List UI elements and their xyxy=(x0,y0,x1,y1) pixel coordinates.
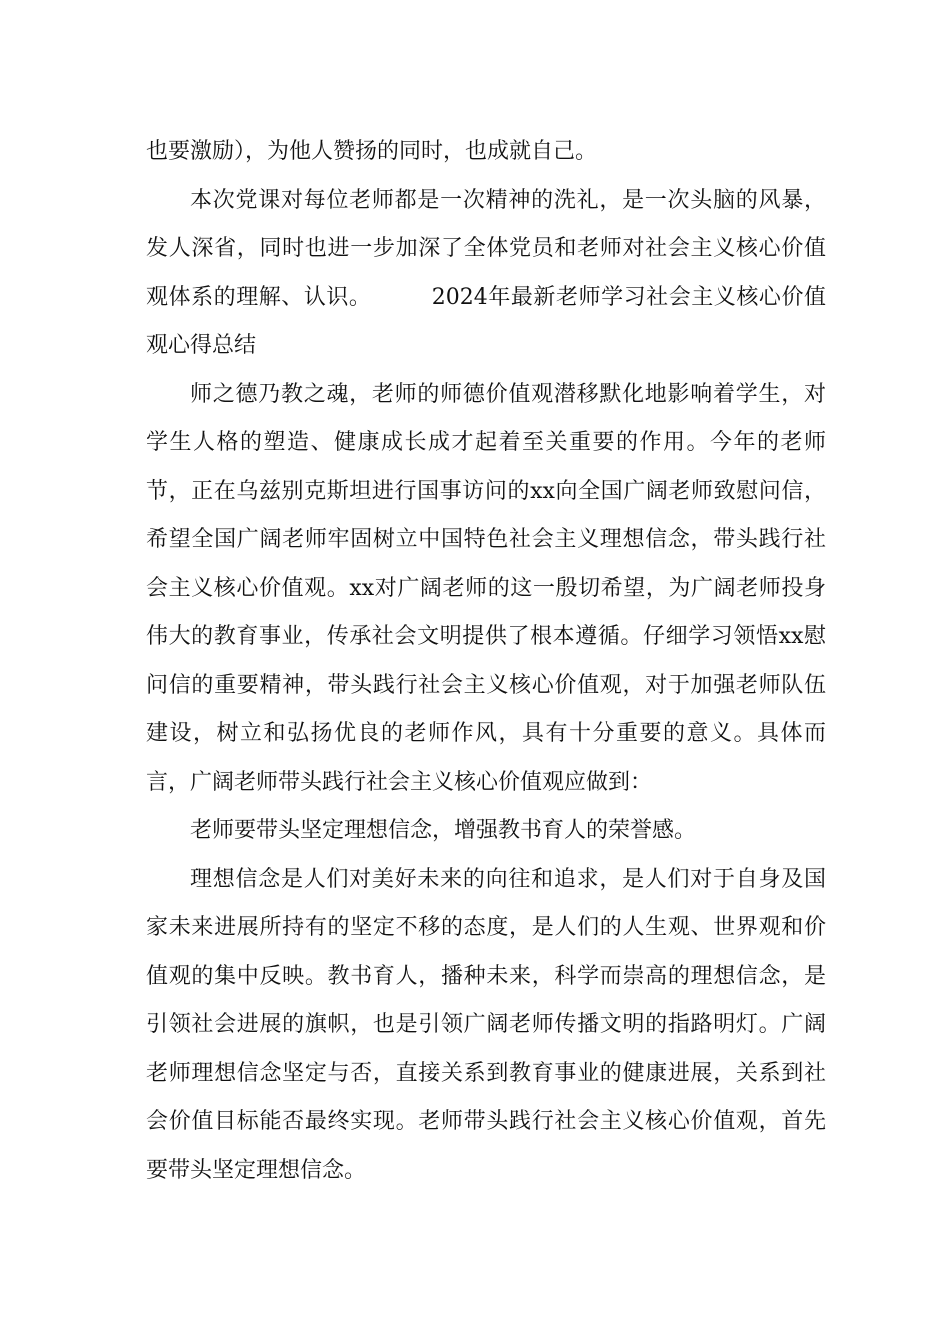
paragraph-3: 师之德乃教之魂，老师的师德价值观潜移默化地影响着学生，对学生人格的塑造、健康成长成才起着至关重要的作用。今年的老师节，正在乌兹别克斯坦进行国事访问的xx向全国广阔老师致慰问信，希望全国广阔老师牢固树立中国特色社会主义理想信念，带头践行社会主义核心价值观。xx对广阔老师的这一殷切希望，为广阔老师投身伟大的教育事业，传承社会文明提供了根本遵循。仔细学习领悟xx慰问信的重要精神，带头践行社会主义核心价值观，对于加强老师队伍建设，树立和弘扬优良的老师作风，具有十分重要的意义。具体而言，广阔老师带头践行社会主义核心价值观应做到： xyxy=(146,381,826,795)
paragraph-4: 老师要带头坚定理想信念，增强教书育人的荣誉感。 xyxy=(190,818,697,843)
paragraph-5: 理想信念是人们对美好未来的向往和追求，是人们对于自身及国家未来进展所持有的坚定不移的态度，是人们的人生观、世界观和价值观的集中反映。教书育人，播种未来，科学而崇高的理想信念，是引领社会进展的旗帜，也是引领广阔老师传播文明的指路明灯。广阔老师理想信念坚定与否，直接关系到教育事业的健康进展，关系到社会价值目标能否最终实现。老师带头践行社会主义核心价值观，首先要带头坚定理想信念。 xyxy=(146,866,826,1183)
paragraph-1: 也要激励），为他人赞扬的同时，也成就自己。 xyxy=(146,139,598,164)
paragraph-2: 本次党课对每位老师都是一次精神的洗礼，是一次头脑的风暴，发人深省，同时也进一步加深了全体党员和老师对社会主义核心价值观体系的理解、认识。 2024年最新老师学习社会主义核心价值观心得总结 xyxy=(146,187,826,358)
document-body xyxy=(146,128,826,1195)
